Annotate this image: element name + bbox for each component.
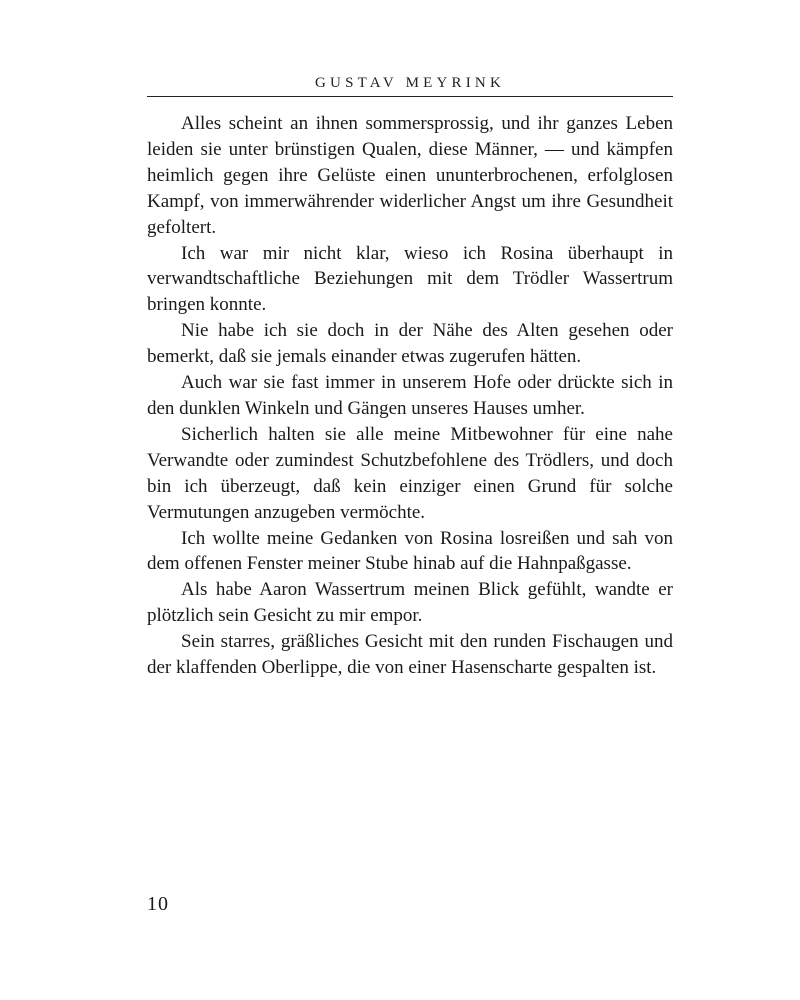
book-page — [147, 72, 673, 681]
paragraph-6: Ich wollte meine Gedanken von Rosina losreißen und sah von dem offenen Fenster meiner Stube hinab auf die Hahnpaßgasse. — [147, 527, 673, 575]
header-rule — [147, 96, 673, 97]
paragraph-1: Alles scheint an ihnen sommersprossig, und ihr ganzes Leben leiden sie unter brünstigen Qualen, diese Männer, — und kämpfen heimlich gegen ihre Gelüste einen ununterbrochenen, erfolglosen Kampf, von immerwährender widerlicher Angst um ihre Gesundheit gefoltert. — [147, 113, 673, 238]
paragraph-7: Als habe Aaron Wassertrum meinen Blick gefühlt, wandte er plötzlich sein Gesicht zu mir empor. — [147, 579, 673, 627]
paragraph-8: Sein starres, gräßliches Gesicht mit den runden Fischaugen und der klaffenden Oberlippe, die von einer Hasenscharte gespalten ist. — [147, 631, 673, 679]
page-number: 10 — [147, 893, 169, 915]
paragraph-3: Nie habe ich sie doch in der Nähe des Alten gesehen oder bemerkt, daß sie jemals einander etwas zugerufen hätten. — [147, 320, 673, 368]
paragraph-2: Ich war mir nicht klar, wieso ich Rosina überhaupt in verwandtschaftliche Beziehungen mit dem Trödler Wassertrum bringen konnte. — [147, 242, 673, 316]
running-head-author: GUSTAV MEYRINK — [315, 75, 505, 91]
paragraph-4: Auch war sie fast immer in unserem Hofe oder drückte sich in den dunklen Winkeln und Gängen unseres Hauses umher. — [147, 372, 673, 419]
paragraph-5: Sicherlich halten sie alle meine Mitbewohner für eine nahe Verwandte oder zumindest Schutzbefohlene des Trödlers, und doch bin ich überzeugt, daß kein einziger einen Grund für solche Vermutungen anzugeben vermöchte. — [147, 423, 673, 523]
body-text — [147, 111, 673, 681]
